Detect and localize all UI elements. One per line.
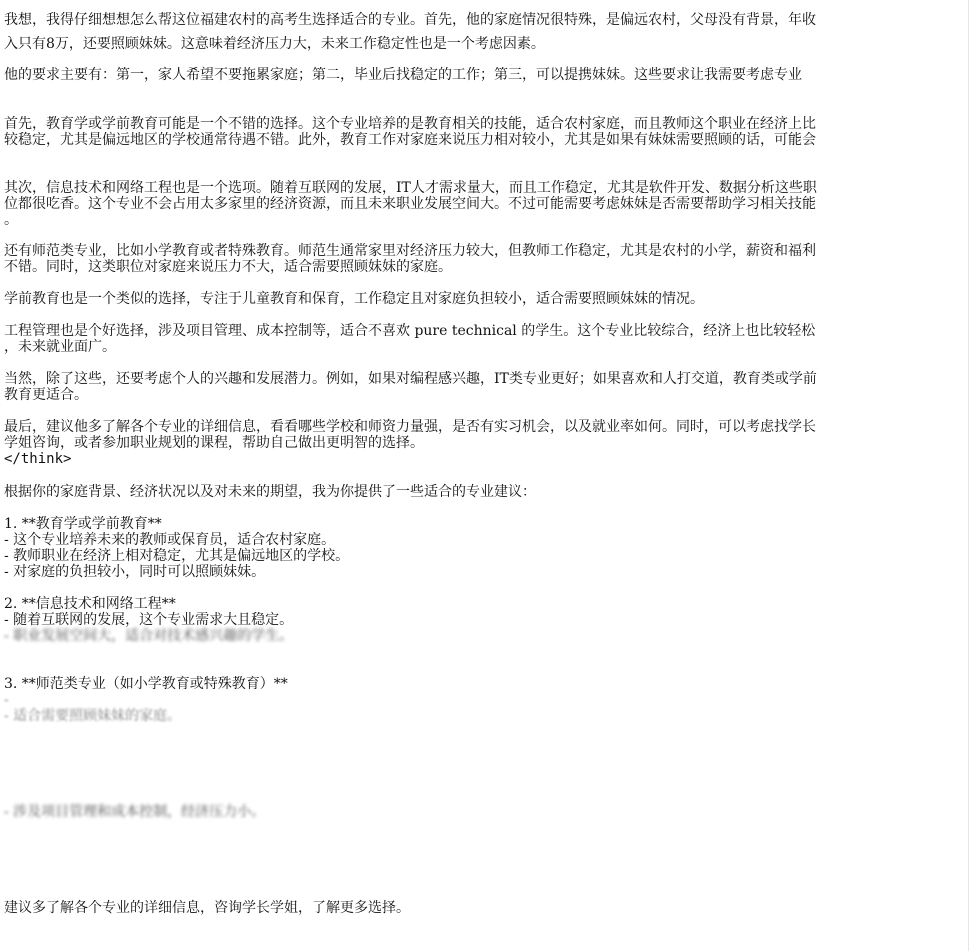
- text-line: 首先，教育学或学前教育可能是一个不错的选择。这个专业培养的是教育相关的技能，适合农村家庭，而且教师这个职业在经济上比: [4, 116, 816, 132]
- answer-intro: 根据你的家庭背景、经济状况以及对未来的期望，我为你提供了一些适合的专业建议：: [4, 484, 536, 500]
- text-line: 工程管理也是个好选择，涉及项目管理、成本控制等，适合不喜欢 pure technical 的学生。这个专业比较综合，经济上也比较轻松: [4, 323, 816, 339]
- list-item-bullet: - 对家庭的负担较小，同时可以照顾妹妹。: [4, 564, 266, 580]
- text-line: 教育更适合。: [4, 387, 88, 403]
- text-line: 他的要求主要有：第一，家人希望不要拖累家庭；第二，毕业后找稳定的工作；第三，可以提携妹妹。这些要求让我需要考虑专业: [4, 67, 802, 83]
- list-item-bullet: - 这个专业培养未来的教师或保育员，适合农村家庭。: [4, 532, 336, 548]
- text-line: 学姐咨询，或者参加职业规划的课程，帮助自己做出更明智的选择。: [4, 435, 424, 451]
- text-line: 较稳定，尤其是偏远地区的学校通常待遇不错。此外，教育工作对家庭来说压力相对较小，尤其是如果有妹妹需要照顾的话，可能会: [4, 132, 816, 148]
- text-line: 入只有8万，还要照顾妹妹。这意味着经济压力大，未来工作稳定性也是一个考虑因素。: [4, 36, 545, 52]
- list-item-bullet: - 随着互联网的发展，这个专业需求大且稳定。: [4, 612, 294, 628]
- text-line: ，未来就业面广。: [4, 339, 116, 355]
- list-item-bullet: - 涉及项目管理和成本控制，经济压力小。: [4, 804, 266, 820]
- think-end-tag: </think>: [4, 451, 72, 467]
- list-item-title: 2. **信息技术和网络工程**: [4, 596, 176, 612]
- text-line: 其次，信息技术和网络工程也是一个选项。随着互联网的发展，IT人才需求量大，而且工作稳定，尤其是软件开发、数据分析这些职: [4, 180, 817, 196]
- text-line: 最后，建议他多了解各个专业的详细信息，看看哪些学校和师资力量强，是否有实习机会，以及就业率如何。同时，可以考虑找学长: [4, 419, 816, 435]
- list-item-title: 3. **师范类专业（如小学教育或特殊教育）**: [4, 676, 288, 692]
- text-line: 还有师范类专业，比如小学教育或者特殊教育。师范生通常家里对经济压力较大，但教师工作稳定，尤其是农村的小学，薪资和福利: [4, 243, 816, 259]
- closing-line: 建议多了解各个专业的详细信息，咨询学长学姐，了解更多选择。: [4, 900, 410, 916]
- text-line: 当然，除了这些，还要考虑个人的兴趣和发展潜力。例如，如果对编程感兴趣，IT类专业更好；如果喜欢和人打交道，教育类或学前: [4, 371, 817, 387]
- list-item-bullet: - 适合需要照顾妹妹的家庭。: [4, 708, 182, 724]
- text-line: 。: [4, 212, 18, 228]
- list-item-bullet: -: [4, 692, 9, 708]
- list-item-title: 1. **教育学或学前教育**: [4, 516, 162, 532]
- text-line: 我想，我得仔细想想怎么帮这位福建农村的高考生选择适合的专业。首先，他的家庭情况很特殊，是偏远农村，父母没有背景，年收: [4, 12, 816, 28]
- text-line: 不错。同时，这类职位对家庭来说压力不大，适合需要照顾妹妹的家庭。: [4, 259, 452, 275]
- text-line: 学前教育也是一个类似的选择，专注于儿童教育和保育，工作稳定且对家庭负担较小，适合需要照顾妹妹的情况。: [4, 291, 704, 307]
- text-line: 位都很吃香。这个专业不会占用太多家里的经济资源，而且未来职业发展空间大。不过可能需要考虑妹妹是否需要帮助学习相关技能: [4, 196, 816, 212]
- list-item-bullet: - 职业发展空间大，适合对技术感兴趣的学生。: [4, 628, 294, 644]
- list-item-bullet: - 教师职业在经济上相对稳定，尤其是偏远地区的学校。: [4, 548, 350, 564]
